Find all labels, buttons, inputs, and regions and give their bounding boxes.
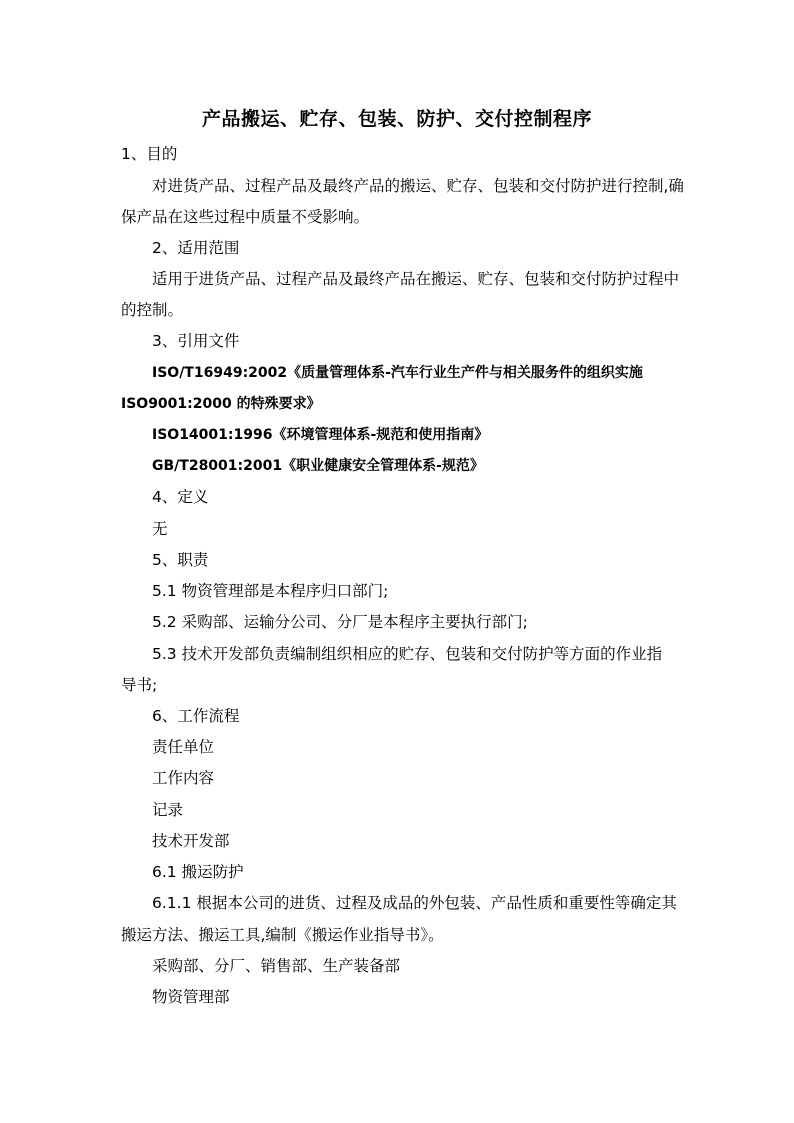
paragraph-line: 对进货产品、过程产品及最终产品的搬运、贮存、包装和交付防护进行控制,确 bbox=[152, 177, 684, 195]
paragraph-line: 工作内容 bbox=[152, 769, 215, 787]
reference-line: ISO9001:2000 的特殊要求》 bbox=[121, 396, 321, 412]
section-heading-scope: 2、适用范围 bbox=[152, 239, 240, 257]
paragraph-line: 导书; bbox=[121, 676, 158, 694]
reference-line: GB/T28001:2001《职业健康安全管理体系-规范》 bbox=[152, 458, 484, 474]
document-title: 产品搬运、贮存、包装、防护、交付控制程序 bbox=[201, 108, 592, 130]
paragraph-line: 采购部、分厂、销售部、生产装备部 bbox=[152, 957, 401, 975]
paragraph-line: 5.1 物资管理部是本程序归口部门; bbox=[152, 582, 389, 600]
reference-line: ISO/T16949:2002《质量管理体系-汽车行业生产件与相关服务件的组织实施 bbox=[152, 365, 643, 381]
paragraph-line: 技术开发部 bbox=[152, 832, 230, 850]
section-heading-workflow: 6、工作流程 bbox=[152, 707, 240, 725]
reference-line: ISO14001:1996《环境管理体系-规范和使用指南》 bbox=[152, 427, 489, 443]
paragraph-line: 的控制。 bbox=[121, 301, 184, 319]
paragraph-line: 无 bbox=[152, 520, 168, 538]
paragraph-line: 记录 bbox=[152, 801, 184, 819]
section-heading-responsibilities: 5、职责 bbox=[152, 551, 209, 569]
section-heading-purpose: 1、目的 bbox=[121, 145, 178, 163]
paragraph-line: 6.1.1 根据本公司的进货、过程及成品的外包装、产品性质和重要性等确定其 bbox=[152, 894, 677, 912]
section-heading-references: 3、引用文件 bbox=[152, 332, 240, 350]
paragraph-line: 适用于进货产品、过程产品及最终产品在搬运、贮存、包装和交付防护过程中 bbox=[152, 270, 680, 288]
paragraph-line: 保产品在这些过程中质量不受影响。 bbox=[121, 208, 370, 226]
paragraph-line: 5.3 技术开发部负责编制组织相应的贮存、包装和交付防护等方面的作业指 bbox=[152, 645, 663, 663]
section-heading-definitions: 4、定义 bbox=[152, 488, 209, 506]
paragraph-line: 物资管理部 bbox=[152, 988, 230, 1006]
paragraph-line: 5.2 采购部、运输分公司、分厂是本程序主要执行部门; bbox=[152, 613, 528, 631]
paragraph-line: 责任单位 bbox=[152, 738, 215, 756]
paragraph-line: 搬运方法、搬运工具,编制《搬运作业指导书》。 bbox=[121, 926, 444, 944]
subsection-heading: 6.1 搬运防护 bbox=[152, 863, 244, 881]
